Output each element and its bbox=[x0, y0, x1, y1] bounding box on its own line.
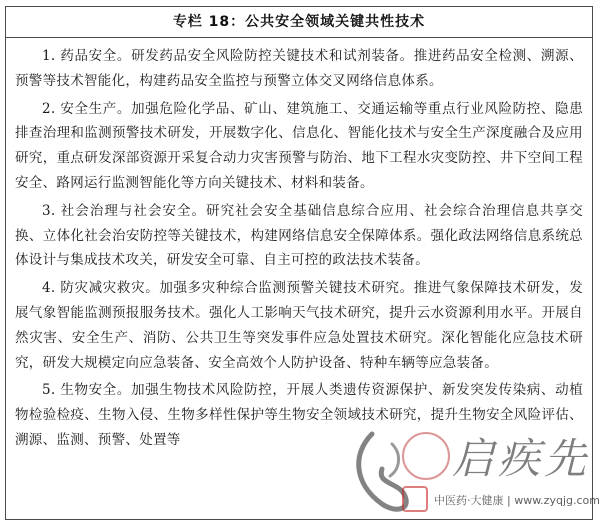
watermark-name: 启疾先 bbox=[452, 434, 591, 483]
column-title: 专栏 18：公共安全领域关键共性技术 bbox=[6, 7, 592, 38]
column-content bbox=[6, 38, 592, 453]
paragraph-biosafety: 5. 生物安全。加强生物技术风险防控，开展人类遗传资源保护、新发突发传染病、动植物检验检疫、生物入侵、生物多样性保护等生物安全领域技术研究，提升生物安全风险评估、溯源、监测、预警、处置等 bbox=[15, 382, 583, 448]
paragraph-disaster-prevention: 4. 防灾减灾救灾。加强多灾种综合监测预警关键技术研究。推进气象保障技术研发，发展气象智能监测预报服务技术。强化人工影响天气技术研究，提升云水资源利用水平。开展自然灾害、安全生产、消防、公共卫生等突发事件应急处置技术研究。深化智能化应急技术研究，研发大规模定向应急装备、安全高效个人防护设备、特种车辆等应急装备。 bbox=[15, 280, 583, 371]
column-box bbox=[5, 6, 593, 520]
paragraph-drug-safety: 1. 药品安全。研发药品安全风险防控关键技术和试剂装备。推进药品安全检测、溯源、预警等技术智能化，构建药品安全监控与预警立体交叉网络信息体系。 bbox=[15, 48, 583, 89]
watermark-footer: 中医药·大健康 | www.zyqjg.com bbox=[434, 494, 600, 507]
paragraph-production-safety: 2. 安全生产。加强危险化学品、矿山、建筑施工、交通运输等重点行业风险防控、隐患排查治理和监测预警技术研发，开展数字化、信息化、智能化技术与安全生产深度融合及应用研究，重点研发深部资源开采复合动力灾害预警与防治、地下工程水灾变防控、井下空间工程安全、路网运行监测智能化等方向关键技术、材料和装备。 bbox=[15, 100, 583, 191]
paragraph-social-governance: 3. 社会治理与社会安全。研究社会安全基础信息综合应用、社会综合治理信息共享交换、立体化社会治安防控等关键技术，构建网络信息安全保障体系。强化政法网络信息系统总体设计与集成技术攻关，研发安全可靠、自主可控的政法技术装备。 bbox=[15, 202, 583, 269]
